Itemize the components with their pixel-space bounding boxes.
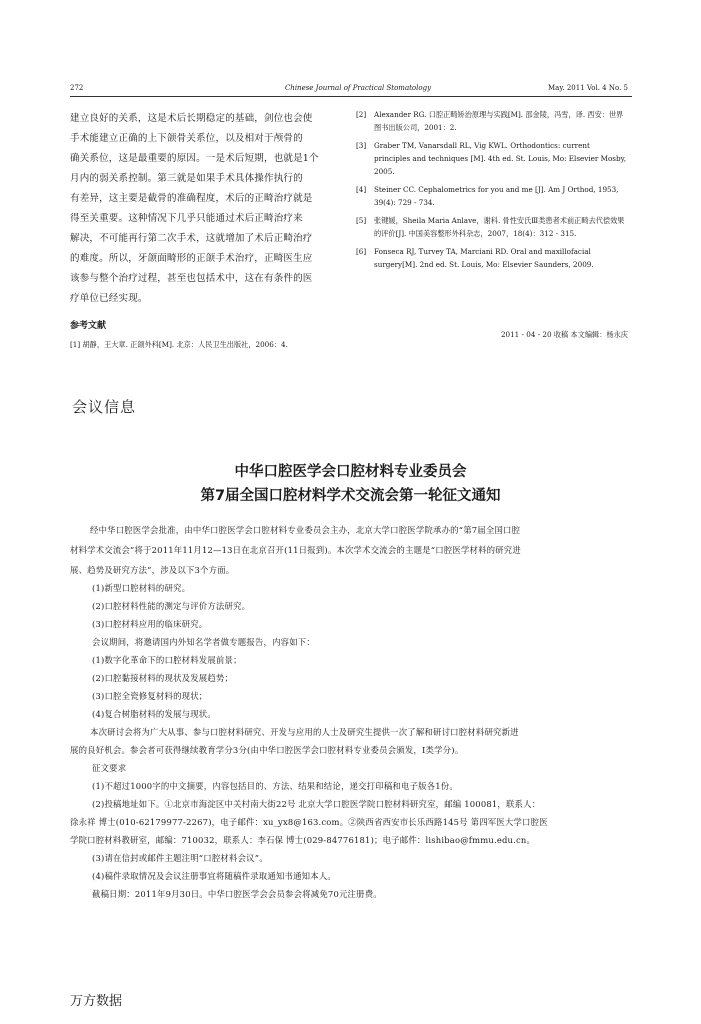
watermark: 万方数据 (70, 994, 123, 1009)
paragraph-line: 解决，不可能再行第二次手术，这就增加了术后正畸治疗 (70, 233, 313, 244)
reference-text: Graber TM, Vanarsdall RL, Vig KWL. Orthodontics: current principles and techniques [M]. 4th ed. St. Louis, Mo: Elsevier Mosby, 2005. (374, 141, 626, 176)
notice-line: (2)投稿地址如下。①北京市海淀区中关村南大街22号 北京大学口腔医学院口腔材料研究室，邮编 100081，联系人： (92, 799, 541, 809)
notice-line: (1)不超过1000字的中文摘要，内容包括目的、方法、结果和结论，递交打印稿和电子版各1份。 (92, 781, 458, 791)
notice-line: (3)请在信封或邮件主题注明“口腔材料会议”。 (92, 853, 268, 863)
reference-number: [6] (356, 247, 367, 256)
reference-text: 胡静，王大章. 正颌外科[M]. 北京：人民卫生出版社，2006：4. (82, 340, 288, 349)
received-note: 2011 - 04 - 20 收稿 本文编辑：杨永庆 (500, 330, 628, 339)
reference-number: [4] (356, 185, 367, 194)
reference-item (356, 139, 628, 178)
reference-number: [3] (356, 141, 367, 150)
notice-line: 截稿日期：2011年9月30日。中华口腔医学会会员参会将减免70元注册费。 (92, 889, 382, 899)
notice-line: 经中华口腔医学会批准，由中华口腔医学会口腔材料专业委员会主办，北京大学口腔医学院承办的“第7届全国口腔 (90, 525, 521, 535)
notice-line: 征文要求 (92, 763, 127, 773)
paragraph-line: 该参与整个治疗过程，甚至也包括术中，这在有条件的医 (70, 273, 313, 284)
paragraph-line: 的难度。所以，牙颌面畸形的正颌手术治疗，正畸医生应 (70, 253, 313, 264)
section-label: 会议信息 (72, 398, 137, 416)
header-rule (70, 96, 632, 97)
notice-line: (3)口腔全瓷修复材料的现状； (92, 691, 208, 701)
paragraph-line: 疗单位已经实现。 (70, 293, 148, 304)
reference-item (356, 214, 628, 240)
page-number: 272 (70, 84, 84, 92)
notice-line: (1)新型口腔材料的研究。 (92, 583, 191, 593)
paragraph-line: 手术能建立正确的上下颌骨关系位，以及相对于颅骨的 (70, 133, 303, 144)
reference-number: [1] (70, 340, 81, 349)
reference-number: [2] (356, 110, 367, 119)
notice-line: (4)稿件录取情况及会议注册事宜将随稿件录取通知书通知本人。 (92, 871, 336, 881)
reference-1 (70, 340, 288, 350)
reference-item (356, 245, 628, 271)
references-heading: 参考文献 (70, 321, 107, 331)
paragraph-line: 月内的弱关系控制。第三就是如果手术具体操作执行的 (70, 173, 303, 184)
notice-line: 徐永祥 博士(010-62179977-2267)，电子邮件：xu_yx8@163.com。②陕西省西安市长乐西路145号 第四军医大学口腔医 (70, 817, 548, 827)
notice-line: 展的良好机会。参会者可获得继续教育学分3分(由中华口腔医学会口腔材料专业委员会颁发，Ⅰ类学分)。 (70, 745, 464, 755)
references-right-column (356, 108, 628, 276)
reference-item (356, 108, 628, 134)
notice-title-line-1: 中华口腔医学会口腔材料专业委员会 (234, 464, 467, 480)
journal-name: Chinese Journal of Practical Stomatology (284, 84, 432, 92)
notice-line: (3)口腔材料应用的临床研究。 (92, 619, 208, 629)
paragraph-line: 有差异，这主要是截骨的准确程度，术后的正畸治疗就是 (70, 193, 313, 204)
paragraph-line: 建立良好的关系，这是术后长期稳定的基础，剑位也会使 (70, 113, 313, 124)
reference-number: [5] (356, 216, 367, 225)
reference-item (356, 183, 628, 209)
reference-text: Steiner CC. Cephalometrics for you and me [J]. Am J Orthod, 1953, 39(4): 729 - 734. (374, 185, 619, 207)
reference-text: Fonseca RJ, Turvey TA, Marciani RD. Oral and maxillofacial surgery[M]. 2nd ed. St. Louis, Mo: Elsevier Saunders, 2009. (374, 247, 594, 269)
notice-line: (2)口腔黏接材料的现状及发展趋势； (92, 673, 234, 683)
notice-line: 材料学术交流会”将于2011年11月12—13日在北京召开(11日报到)。本次学术交流会的主题是“口腔医学材料的研究进 (70, 545, 521, 555)
notice-line: 会议期间，将邀请国内外知名学者做专题报告，内容如下： (92, 637, 315, 647)
notice-line: 本次研讨会将为广大从事、参与口腔材料研究、开发与应用的人士及研究生提供一次了解和研讨口腔材料研究新进 (90, 727, 519, 737)
issue-info: May. 2011 Vol. 4 No. 5 (548, 84, 628, 92)
notice-title-line-2: 第7届全国口腔材料学术交流会第一轮征文通知 (200, 488, 501, 504)
notice-line: (2)口腔材料性能的测定与评价方法研究。 (92, 601, 251, 611)
notice-line: 学院口腔材料教研室，邮编：710032，联系人：李石保 博士(029-84776181)；电子邮件：lishibao@fmmu.edu.cn。 (70, 835, 536, 845)
paragraph-line: 确关系位，这是最重要的原因。一是术后短期，也就是1个 (70, 153, 319, 164)
notice-line: (4)复合树脂材料的发展与现状。 (92, 709, 216, 719)
reference-text: Alexander RG. 口腔正畸矫治原理与实践[M]. 邵金陵，冯雪，译. 西安：世界图书出版公司，2001：2. (374, 110, 624, 132)
notice-line: (1)数字化革命下的口腔材料发展前景； (92, 655, 242, 665)
notice-line: 展、趋势及研究方法”，涉及以下3个方面。 (70, 565, 235, 575)
paragraph-line: 得至关重要。这种情况下几乎只能通过术后正畸治疗来 (70, 213, 303, 224)
reference-text: 张键媛，Sheila Maria Anlave，谢科. 骨性安氏Ⅲ类患者术前正畸去代偿效果的评价[J]. 中国美容整形外科杂志，2007，18(4)：312 - 315. (374, 216, 625, 238)
